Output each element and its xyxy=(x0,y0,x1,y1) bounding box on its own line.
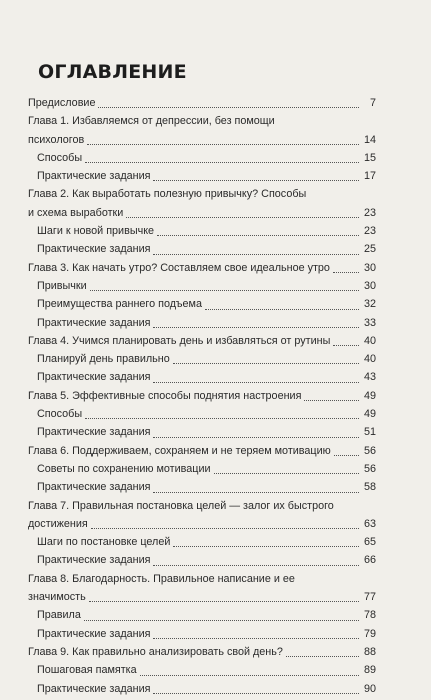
toc-subentry xyxy=(28,222,376,240)
dot-leader xyxy=(153,437,359,438)
dot-leader xyxy=(304,400,359,401)
toc-subentry xyxy=(28,368,376,386)
toc-page-number: 14 xyxy=(363,133,376,146)
dot-leader xyxy=(214,473,359,474)
dot-leader xyxy=(153,638,359,639)
toc-entry-label: Практические задания xyxy=(37,426,151,439)
toc-entry xyxy=(28,570,376,588)
toc-page-number: 65 xyxy=(363,536,376,549)
toc-subentry xyxy=(28,149,376,167)
dot-leader xyxy=(85,418,359,419)
toc-page-number: 17 xyxy=(363,170,376,183)
toc-subentry xyxy=(28,680,376,698)
toc-entry-label: Практические задания xyxy=(37,481,151,494)
toc-entry-label: Глава 8. Благодарность. Правильное написание и ее xyxy=(28,572,295,585)
toc-page-number: 77 xyxy=(363,591,376,604)
toc-page-number: 79 xyxy=(363,627,376,640)
toc-entry-label: и схема выработки xyxy=(28,206,124,219)
toc-page-number: 25 xyxy=(363,243,376,256)
toc-entry-label: Глава 6. Поддерживаем, сохраняем и не теряем мотивацию xyxy=(28,444,331,457)
toc-entry xyxy=(28,185,376,203)
dot-leader xyxy=(91,528,359,529)
toc-entry-label: Шаги к новой привычке xyxy=(37,225,155,238)
dot-leader xyxy=(84,620,359,621)
toc-page-number: 32 xyxy=(363,298,376,311)
toc-entry-label: Практические задания xyxy=(37,243,151,256)
toc-subentry xyxy=(28,350,376,368)
toc-entry xyxy=(28,94,376,112)
toc-entry-label: Практические задания xyxy=(37,682,151,695)
toc-entry-label: Шаги по постановке целей xyxy=(37,536,171,549)
toc-entry-label: Практические задания xyxy=(37,170,151,183)
toc-subentry xyxy=(28,661,376,679)
page-title: ОГЛАВЛЕНИЕ xyxy=(38,61,187,83)
toc-entry xyxy=(28,259,376,277)
toc-page-number: 78 xyxy=(363,609,376,622)
toc-entry-label: Способы xyxy=(37,151,83,164)
dot-leader xyxy=(286,656,359,657)
toc-page-number: 63 xyxy=(363,517,376,530)
toc-page-number: 15 xyxy=(363,151,376,164)
toc-entry-label: значимость xyxy=(28,591,86,604)
toc-entry-label: Глава 2. Как выработать полезную привычку? Способы xyxy=(28,188,307,201)
toc-subentry xyxy=(28,533,376,551)
dot-leader xyxy=(89,601,359,602)
dot-leader xyxy=(90,290,359,291)
toc-page-number: 30 xyxy=(363,279,376,292)
toc-entry xyxy=(28,332,376,350)
toc-entry xyxy=(28,643,376,661)
toc-entry xyxy=(28,497,376,515)
toc-subentry xyxy=(28,295,376,313)
toc-entry-label: Предисловие xyxy=(28,97,96,109)
toc-entry-label: Привычки xyxy=(37,279,87,292)
toc-entry-label: достижения xyxy=(28,517,88,530)
toc-entry-label: Глава 7. Правильная постановка целей — залог их быстрого xyxy=(28,499,334,512)
toc-entry xyxy=(28,112,376,130)
toc-entry-label: Глава 9. Как правильно анализировать свой день? xyxy=(28,645,283,658)
toc-entry xyxy=(28,515,376,533)
toc-entry-label: Глава 3. Как начать утро? Составляем свое идеальное утро xyxy=(28,261,330,274)
dot-leader xyxy=(153,492,359,493)
toc-entry-label: Преимущества раннего подъема xyxy=(37,298,202,311)
toc-subentry xyxy=(28,405,376,423)
toc-subentry xyxy=(28,625,376,643)
toc-entry-label: Правила xyxy=(37,609,81,622)
toc-page-number: 43 xyxy=(363,371,376,384)
toc-subentry xyxy=(28,551,376,569)
toc-page-number: 40 xyxy=(363,334,376,347)
toc-entry-label: Глава 5. Эффективные способы поднятия настроения xyxy=(28,389,302,402)
dot-leader xyxy=(205,309,359,310)
toc-subentry xyxy=(28,460,376,478)
toc-entry-label: Практические задания xyxy=(37,627,151,640)
toc-page-number: 40 xyxy=(363,353,376,366)
toc-page-number: 51 xyxy=(363,426,376,439)
dot-leader xyxy=(87,144,359,145)
toc-page-number: 33 xyxy=(363,316,376,329)
toc-subentry xyxy=(28,277,376,295)
toc-page-number: 89 xyxy=(363,664,376,677)
toc-subentry xyxy=(28,423,376,441)
toc-subentry xyxy=(28,606,376,624)
toc-page-number: 49 xyxy=(363,389,376,402)
dot-leader xyxy=(153,254,359,255)
toc-entry-label: психологов xyxy=(28,133,85,146)
toc-entry-label: Практические задания xyxy=(37,554,151,567)
toc-entry xyxy=(28,387,376,405)
toc-entry-label: Советы по сохранению мотивации xyxy=(37,462,211,475)
toc-subentry xyxy=(28,167,376,185)
dot-leader xyxy=(173,363,359,364)
table-of-contents xyxy=(28,94,376,698)
toc-page-number: 56 xyxy=(363,462,376,475)
toc-page-number: 7 xyxy=(369,97,376,109)
toc-entry xyxy=(28,204,376,222)
toc-page-number: 90 xyxy=(363,682,376,695)
dot-leader xyxy=(333,272,359,273)
toc-entry-label: Планируй день правильно xyxy=(37,353,170,366)
toc-subentry xyxy=(28,240,376,258)
dot-leader xyxy=(153,382,359,383)
toc-page-number: 56 xyxy=(363,444,376,457)
toc-page-number: 30 xyxy=(363,261,376,274)
toc-page-number: 88 xyxy=(363,645,376,658)
toc-entry xyxy=(28,442,376,460)
dot-leader xyxy=(333,345,359,346)
toc-entry-label: Практические задания xyxy=(37,316,151,329)
toc-entry xyxy=(28,588,376,606)
toc-page-number: 23 xyxy=(363,225,376,238)
toc-subentry xyxy=(28,314,376,332)
toc-entry-label: Практические задания xyxy=(37,371,151,384)
toc-entry-label: Способы xyxy=(37,408,83,421)
dot-leader xyxy=(153,327,359,328)
dot-leader xyxy=(157,235,359,236)
dot-leader xyxy=(140,675,359,676)
toc-page-number: 23 xyxy=(363,206,376,219)
toc-page-number: 66 xyxy=(363,554,376,567)
toc-subentry xyxy=(28,478,376,496)
toc-page-number: 49 xyxy=(363,408,376,421)
dot-leader xyxy=(334,455,359,456)
toc-entry-label: Глава 4. Учимся планировать день и избавляться от рутины xyxy=(28,334,331,347)
dot-leader xyxy=(126,217,359,218)
dot-leader xyxy=(98,107,359,108)
dot-leader xyxy=(173,546,359,547)
toc-entry-label: Пошаговая памятка xyxy=(37,664,137,677)
dot-leader xyxy=(153,180,359,181)
toc-entry xyxy=(28,131,376,149)
toc-page-number: 58 xyxy=(363,481,376,494)
dot-leader xyxy=(85,162,359,163)
toc-entry-label: Глава 1. Избавляемся от депрессии, без помощи xyxy=(28,115,275,128)
dot-leader xyxy=(153,693,359,694)
dot-leader xyxy=(153,565,359,566)
